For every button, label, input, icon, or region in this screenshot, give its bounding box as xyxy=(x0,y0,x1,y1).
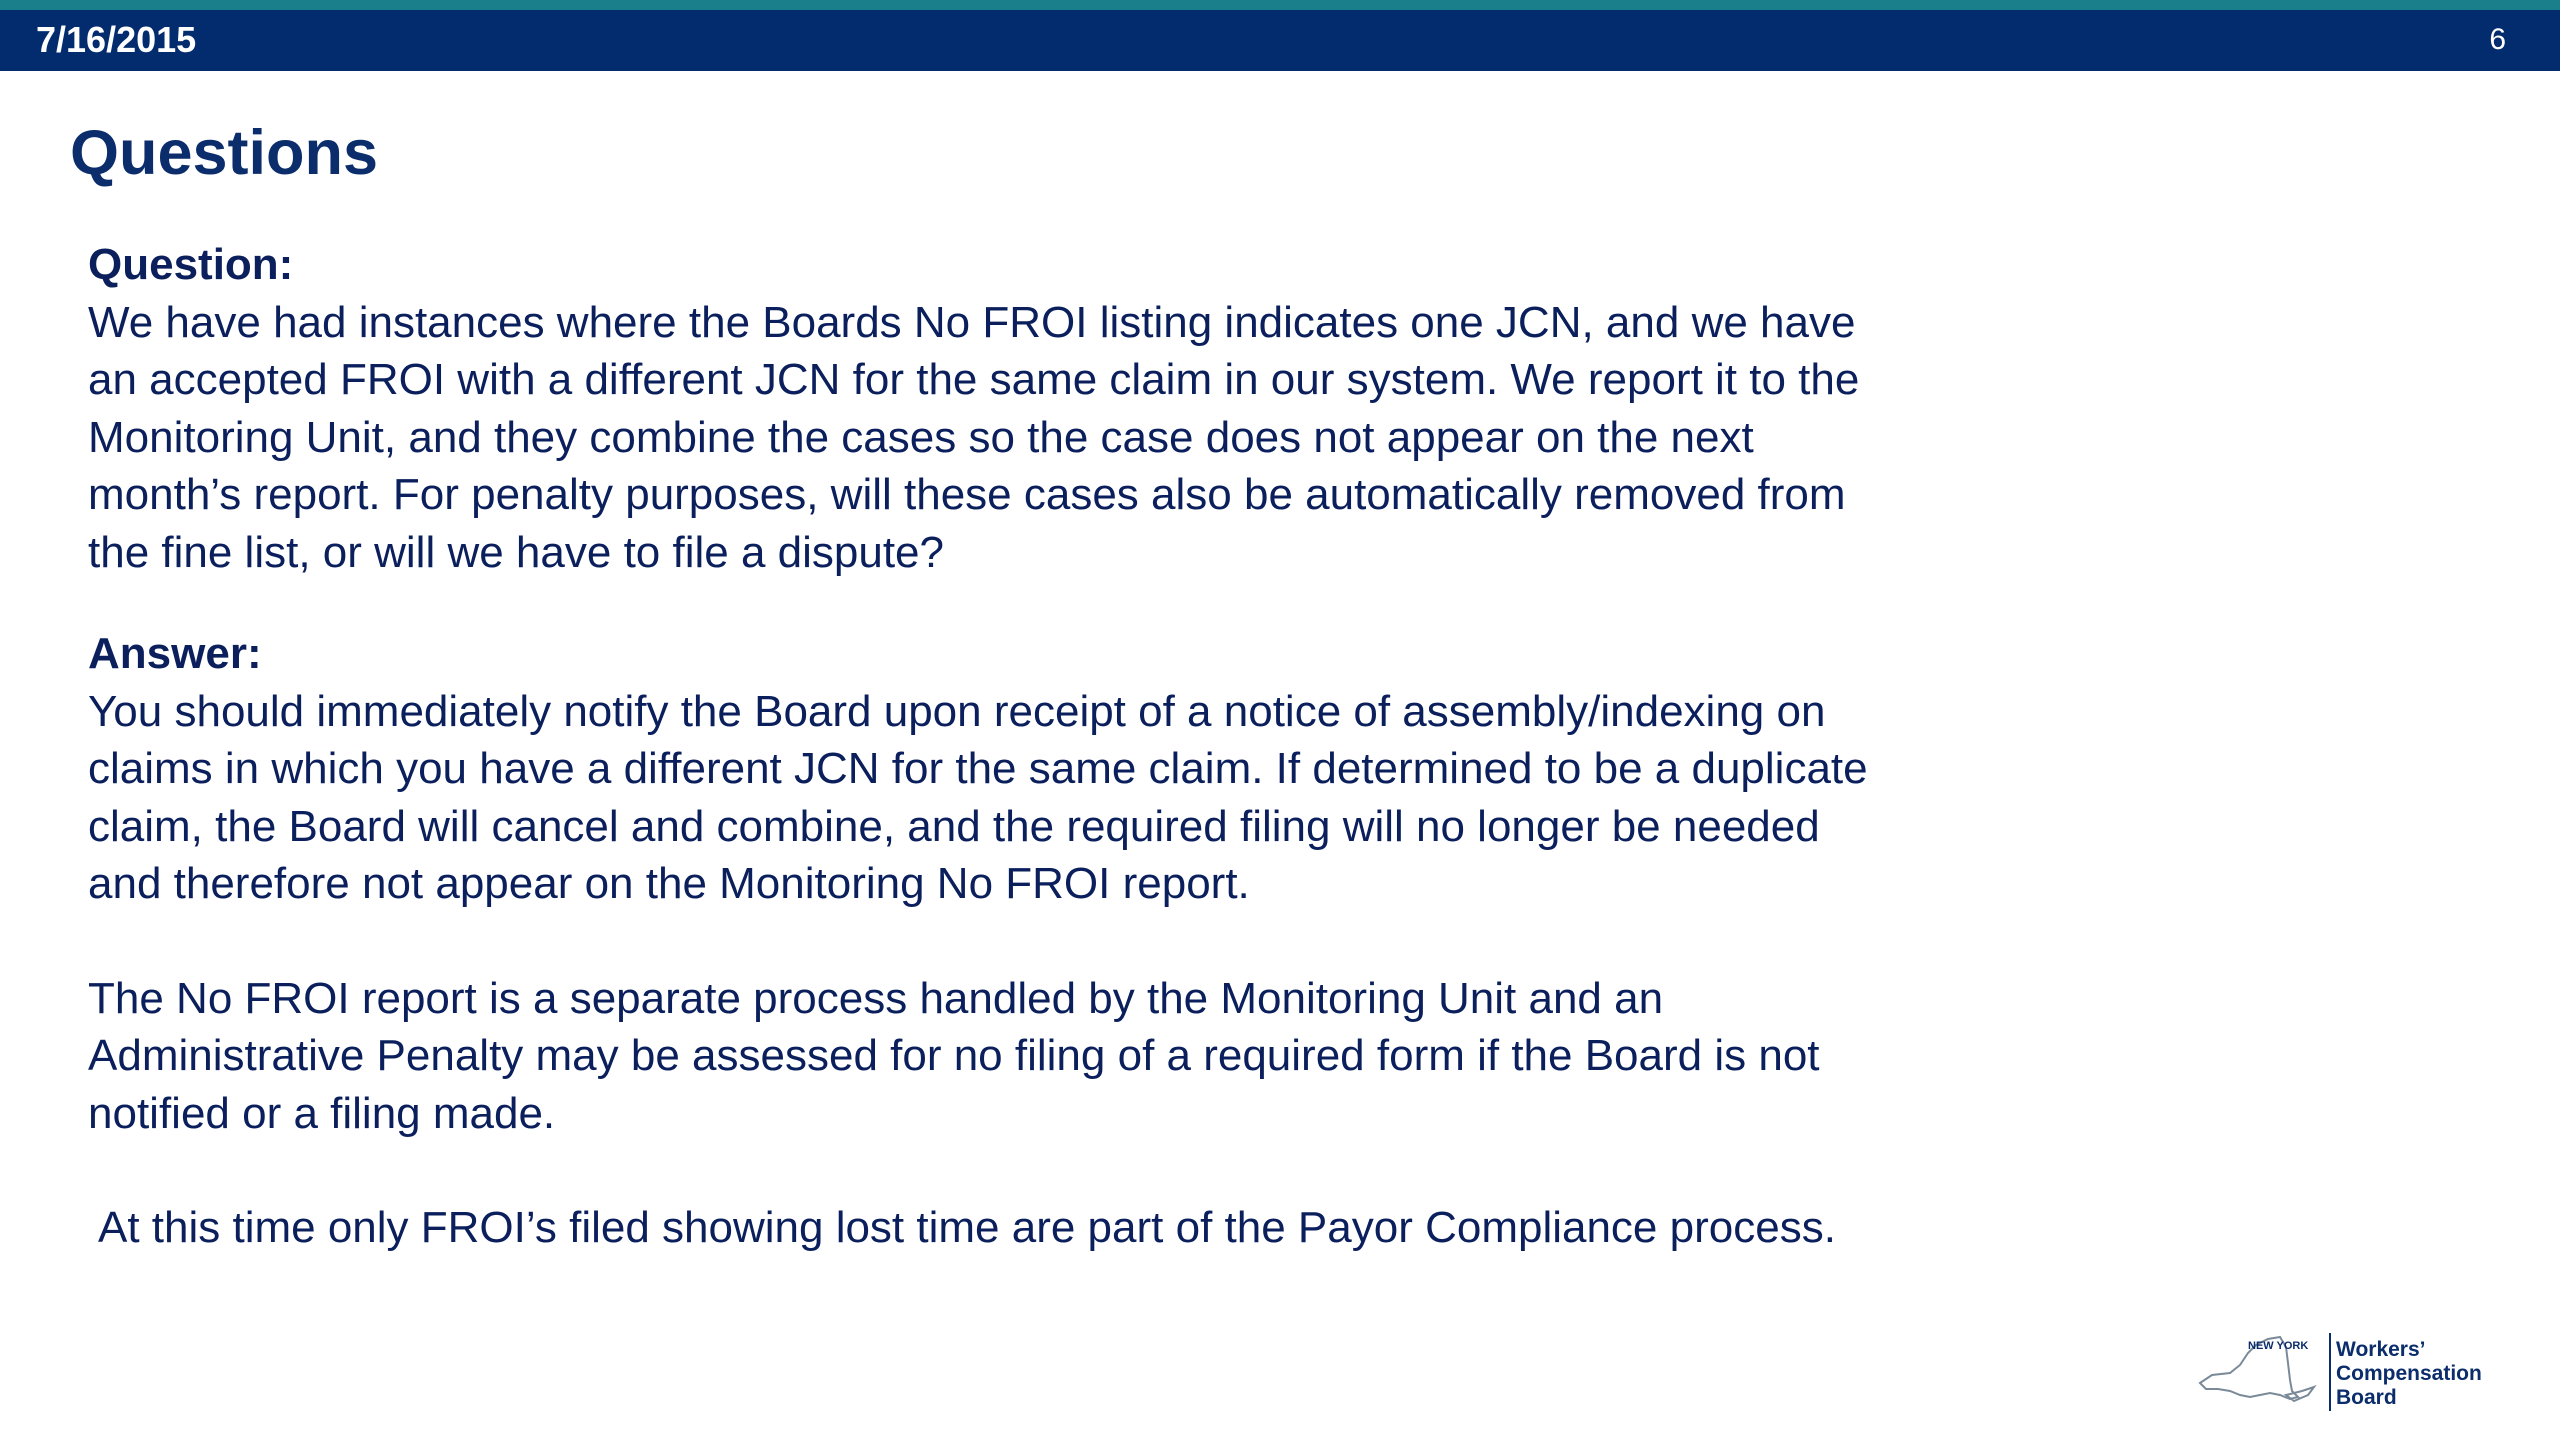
answer-line: claim, the Board will cancel and combine, and the required filing will no longer be needed xyxy=(88,801,1820,851)
logo-org-name: Workers’ Compensation Board xyxy=(2336,1338,2482,1409)
question-line: an accepted FROI with a different JCN for the same claim in our system. We report it to the xyxy=(88,355,1860,404)
answer-line: The No FROI report is a separate process handled by the Monitoring Unit and an xyxy=(88,973,1664,1023)
answer-line: and therefore not appear on the Monitoring No FROI report. xyxy=(88,859,1250,908)
header-bar xyxy=(0,10,2560,71)
answer-label: Answer: xyxy=(88,629,262,678)
answer-paragraph-1 xyxy=(88,683,2088,913)
question-line: the fine list, or will we have to file a dispute? xyxy=(88,527,945,577)
question-label: Question: xyxy=(88,240,294,289)
slide-title: Questions xyxy=(70,118,379,188)
answer-line: Administrative Penalty may be assessed for no filing of a required form if the Board is not xyxy=(88,1031,1820,1080)
question-text xyxy=(88,294,2088,582)
question-line: month’s report. For penalty purposes, will these cases also be automatically removed from xyxy=(88,470,1846,519)
answer-line: notified or a filing made. xyxy=(88,1088,556,1138)
slide-content xyxy=(88,236,2088,1257)
page-number: 6 xyxy=(2489,23,2506,56)
question-line: Monitoring Unit, and they combine the cases so the case does not appear on the next xyxy=(88,412,1754,462)
header-date: 7/16/2015 xyxy=(36,19,197,60)
answer-line: You should immediately notify the Board upon receipt of a notice of assembly/indexing on xyxy=(88,686,1826,736)
answer-line: claims in which you have a different JCN for the same claim. If determined to be a duplicate xyxy=(88,744,1868,793)
logo-state-text: NEW YORK xyxy=(2248,1340,2309,1352)
question-line: We have had instances where the Boards No FROI listing indicates one JCN, and we have xyxy=(88,297,1856,347)
answer-paragraph-2 xyxy=(88,970,2088,1143)
header-accent-stripe xyxy=(0,0,2560,10)
answer-note: At this time only FROI’s filed showing lost time are part of the Payor Compliance process. xyxy=(98,1203,1836,1252)
